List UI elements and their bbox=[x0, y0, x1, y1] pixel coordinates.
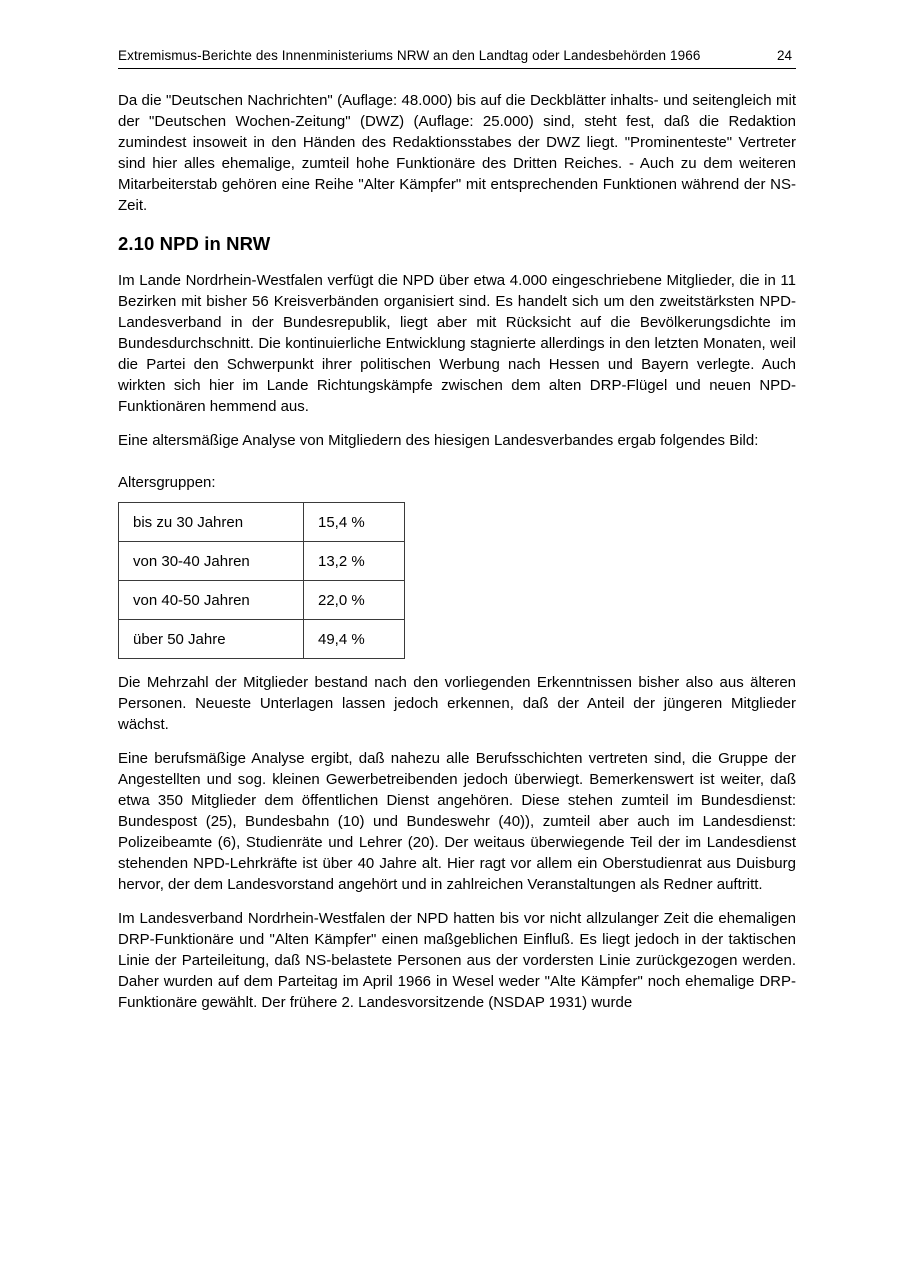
age-group-cell: über 50 Jahre bbox=[119, 620, 304, 659]
age-table-label: Altersgruppen: bbox=[118, 474, 216, 491]
paragraph-npd-membership: Im Lande Nordrhein-Westfalen verfügt die NPD über etwa 4.000 eingeschriebene Mitglieder, die in 11 Bezirken mit bisher 56 Kreisverbänden organisiert sind. Es handelt sich um den zweitstärksten NPD-Landesverband in der Bundesrepublik, liegt aber mit Rücksicht auf die Bevölkerungsdichte im Bundesdurchschnitt. Die kontinuierliche Entwicklung stagnierte allerdings in den letzten Monaten, weil die Partei den Schwerpunkt ihrer politischen Werbung nach Hessen und Bayern verlegte. Auch wirkten sich hier im Lande Richtungskämpfe zwischen dem alten DRP-Flügel und neuen NPD-Funktionären hemmend aus. bbox=[118, 272, 796, 415]
paragraph-drp-influence: Im Landesverband Nordrhein-Westfalen der NPD hatten bis vor nicht allzulanger Zeit die ehemaligen DRP-Funktionäre und "Alten Kämpfer" einen maßgeblichen Einfluß. Es liegt jedoch in der taktischen Linie der Parteileitung, daß NS-belastete Personen aus der vordersten Linie zurückgezogen werden. Daher wurden auf dem Parteitag im April 1966 in Wesel weder "Alte Kämpfer" noch ehemalige DRP-Funktionäre gewählt. Der frühere 2. Landesvorsitzende (NSDAP 1931) wurde bbox=[118, 910, 796, 1011]
percentage-cell: 15,4 % bbox=[304, 503, 405, 542]
header-title: Extremismus-Berichte des Innenministeriums NRW an den Landtag oder Landesbehörden 1966 bbox=[118, 48, 701, 63]
percentage-cell: 13,2 % bbox=[304, 542, 405, 581]
table-row bbox=[119, 620, 405, 659]
header-divider bbox=[118, 68, 796, 69]
percentage-cell: 22,0 % bbox=[304, 581, 405, 620]
table-row bbox=[119, 581, 405, 620]
table-row bbox=[119, 503, 405, 542]
page-content bbox=[118, 48, 796, 1026]
age-group-cell: von 40-50 Jahren bbox=[119, 581, 304, 620]
section-heading-npd-in-nrw: 2.10 NPD in NRW bbox=[118, 233, 271, 254]
age-group-cell: bis zu 30 Jahren bbox=[119, 503, 304, 542]
percentage-cell: 49,4 % bbox=[304, 620, 405, 659]
table-row bbox=[119, 542, 405, 581]
age-group-cell: von 30-40 Jahren bbox=[119, 542, 304, 581]
paragraph-member-age-conclusion: Die Mehrzahl der Mitglieder bestand nach den vorliegenden Erkenntnissen bisher also aus älteren Personen. Neueste Unterlagen lassen jedoch erkennen, daß der Anteil der jüngeren Mitglieder wächst. bbox=[118, 674, 796, 733]
paragraph-age-analysis-intro: Eine altersmäßige Analyse von Mitgliedern des hiesigen Landesverbandes ergab folgendes Bild: bbox=[118, 432, 759, 449]
paragraph-occupation-analysis: Eine berufsmäßige Analyse ergibt, daß nahezu alle Berufsschichten vertreten sind, die Gruppe der Angestellten und sog. kleinen Gewerbetreibenden jedoch überwiegt. Bemerkenswert ist weiter, daß etwa 350 Mitglieder dem öffentlichen Dienst angehören. Diese stehen zumteil im Bundesdienst: Bundespost (25), Bundesbahn (10) und Bundeswehr (40)), zumteil aber auch im Landesdienst: Polizeibeamte (6), Studienräte und Lehrer (20). Der weitaus überwiegende Teil der im Landesdienst stehenden NPD-Lehrkräfte ist über 40 Jahre alt. Hier ragt vor allem ein Oberstudienrat aus Duisburg hervor, der dem Landesvorstand angehört und in zahlreichen Veranstaltungen als Redner auftritt. bbox=[118, 750, 796, 893]
page-header bbox=[118, 48, 796, 68]
page-number: 24 bbox=[776, 48, 792, 63]
age-distribution-table bbox=[118, 502, 405, 659]
paragraph-deutsche-nachrichten: Da die "Deutschen Nachrichten" (Auflage: 48.000) bis auf die Deckblätter inhalts- und seitengleich mit der "Deutschen Wochen-Zeitung" (DWZ) (Auflage: 25.000) sind, steht fest, daß die Redaktion zumindest insoweit in den Händen des Redaktionsstabes der DWZ liegt. "Prominenteste" Vertreter sind hier alles ehemalige, zumteil hohe Funktionäre des Dritten Reiches. - Auch zu dem weiteren Mitarbeiterstab gehören eine Reihe "Alter Kämpfer" mit entsprechenden Funktionen während der NS-Zeit. bbox=[118, 92, 796, 214]
